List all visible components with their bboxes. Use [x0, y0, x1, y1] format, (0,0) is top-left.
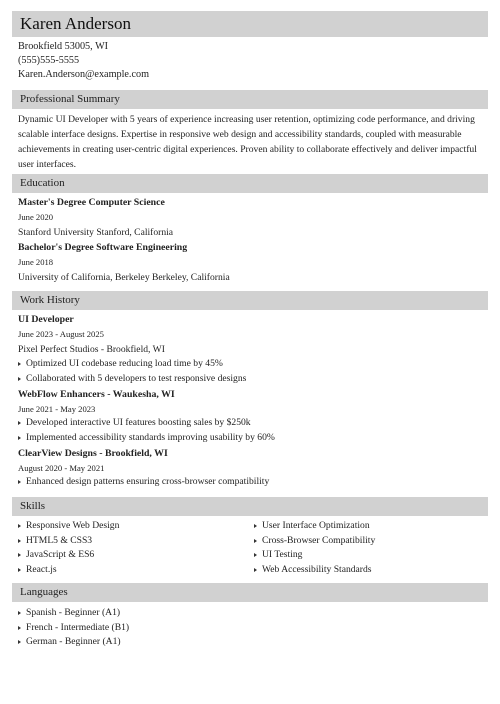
job-entry — [18, 313, 246, 386]
education-date: June 2020 — [18, 212, 54, 222]
language-item: Spanish - Beginner (A1) — [18, 606, 318, 621]
skill-item: UI Testing — [254, 548, 484, 563]
education-item — [18, 196, 173, 240]
education-school: University of California, Berkeley Berkeley, California — [18, 272, 230, 283]
section-heading-education: Education — [12, 174, 488, 193]
skill-item: JavaScript & ES6 — [18, 548, 238, 563]
job-company: Pixel Perfect Studios - Brookfield, WI — [18, 344, 165, 355]
language-item: French - Intermediate (B1) — [18, 621, 318, 636]
job-bullets — [18, 475, 269, 490]
contact-location: Brookfield 53005, WI — [18, 41, 109, 52]
job-dates: June 2021 - May 2023 — [18, 404, 96, 414]
job-title: ClearView Designs - Brookfield, WI — [18, 448, 168, 459]
job-entry — [18, 388, 275, 445]
contact-phone: (555)555-5555 — [18, 55, 80, 66]
skill-item: Web Accessibility Standards — [254, 563, 484, 578]
job-bullet: Developed interactive UI features boosting sales by $250k — [18, 416, 275, 431]
skills-list-left — [18, 519, 238, 577]
section-heading-work-history: Work History — [12, 291, 488, 310]
summary-text: Dynamic UI Developer with 5 years of experience increasing user retention, optimizing code performance, and driving scalable interface designs. Expertise in responsive web design and accessibility standards, coupled with measurable achievements in creating user-centric digital experiences. Proven ability to collaborate effectively and deliver impactful user interfaces. — [18, 114, 477, 170]
job-bullet: Collaborated with 5 developers to test responsive designs — [18, 372, 246, 387]
job-bullet: Implemented accessibility standards improving usability by 60% — [18, 431, 275, 446]
job-title: WebFlow Enhancers - Waukesha, WI — [18, 389, 175, 400]
skill-item: React.js — [18, 563, 238, 578]
language-item: German - Beginner (A1) — [18, 635, 318, 650]
education-school: Stanford University Stanford, California — [18, 227, 174, 238]
skill-item: Cross-Browser Compatibility — [254, 534, 484, 549]
skills-list-right — [254, 519, 484, 577]
education-degree: Master's Degree Computer Science — [18, 197, 165, 208]
job-bullet: Enhanced design patterns ensuring cross-browser compatibility — [18, 475, 269, 490]
contact-email: Karen.Anderson@example.com — [18, 69, 150, 80]
job-bullets — [18, 357, 246, 386]
languages-list — [18, 606, 318, 650]
education-degree: Bachelor's Degree Software Engineering — [18, 242, 188, 253]
section-heading-summary: Professional Summary — [12, 90, 488, 109]
job-dates: June 2023 - August 2025 — [18, 329, 104, 339]
skill-item: User Interface Optimization — [254, 519, 484, 534]
job-dates: August 2020 - May 2021 — [18, 463, 105, 473]
skill-item: HTML5 & CSS3 — [18, 534, 238, 549]
job-bullet: Optimized UI codebase reducing load time by 45% — [18, 357, 246, 372]
job-entry — [18, 447, 269, 490]
education-date: June 2018 — [18, 257, 54, 267]
candidate-name: Karen Anderson — [12, 11, 488, 37]
job-bullets — [18, 416, 275, 445]
education-item — [18, 241, 230, 285]
skill-item: Responsive Web Design — [18, 519, 238, 534]
section-heading-languages: Languages — [12, 583, 488, 602]
section-heading-skills: Skills — [12, 497, 488, 516]
contact-info — [18, 40, 149, 82]
job-title: UI Developer — [18, 314, 74, 325]
